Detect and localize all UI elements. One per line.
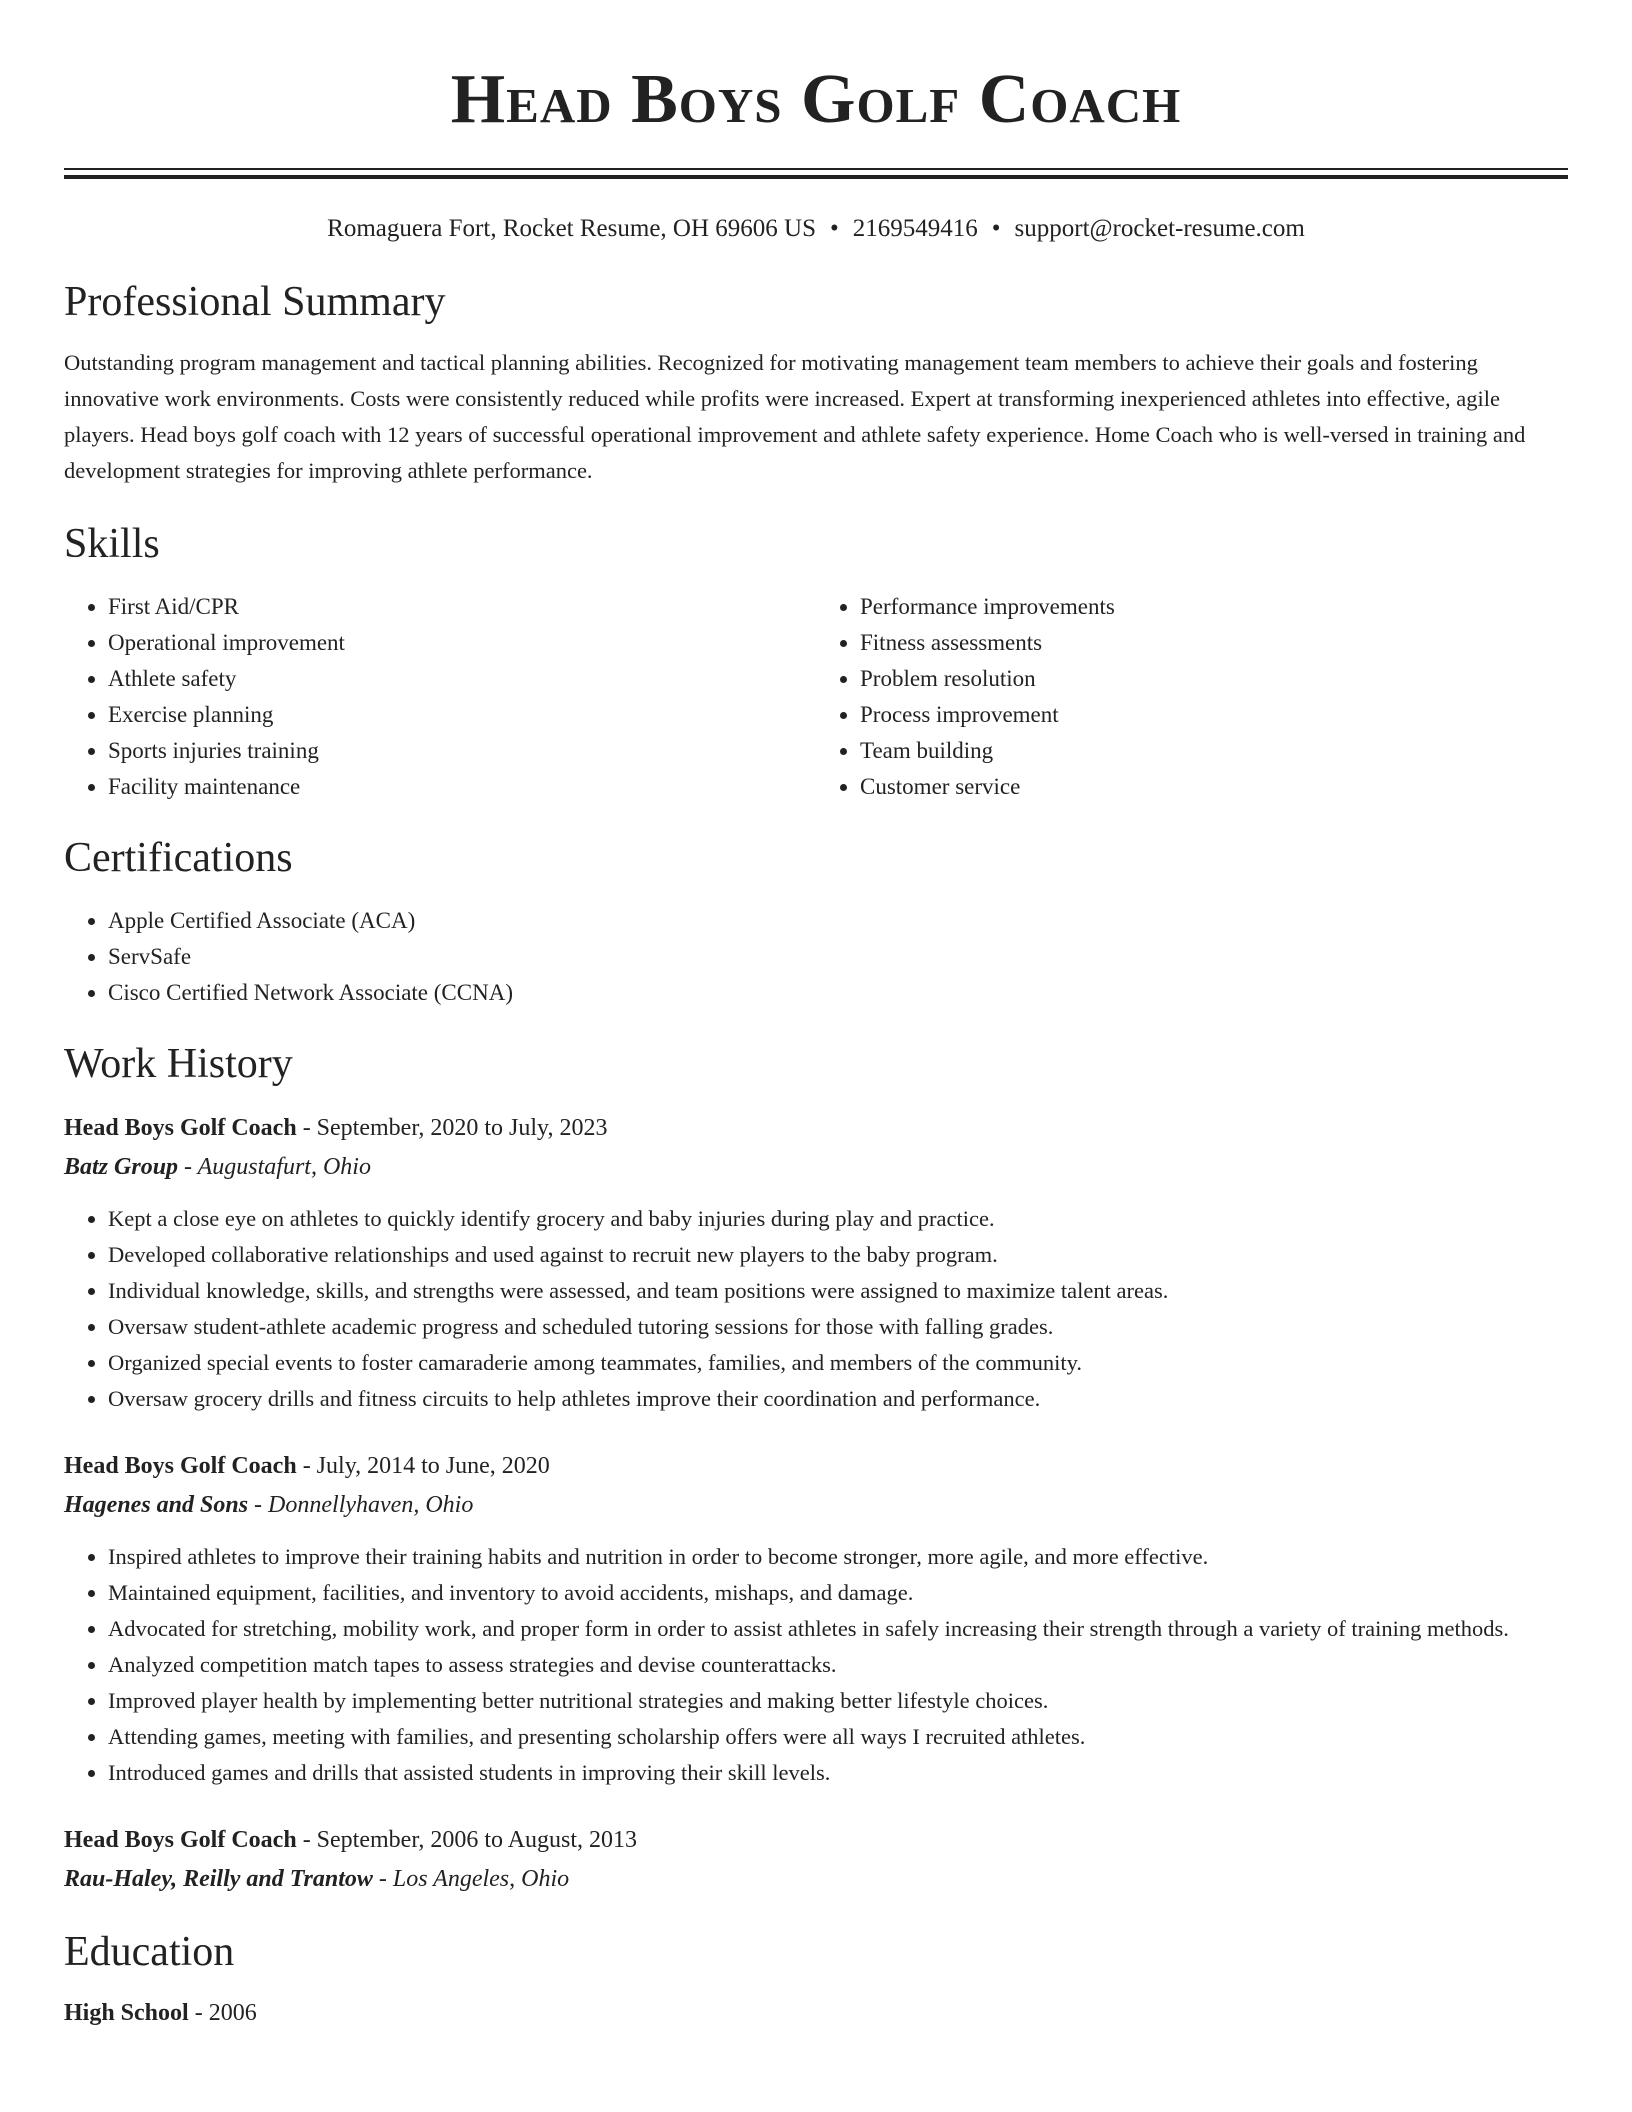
company-line xyxy=(64,1147,1568,1187)
job-bullet: • Oversaw grocery drills and fitness circuits to help athletes improve their coordination and performance. xyxy=(108,1381,1568,1417)
company-line xyxy=(64,1859,1568,1899)
skill-item: • Performance improvements xyxy=(860,589,1568,625)
job-bullet: • Attending games, meeting with families, and presenting scholarship offers were all ways I recruited athletes. xyxy=(108,1719,1568,1755)
contact-address: Romaguera Fort, Rocket Resume, OH 69606 US xyxy=(327,215,816,242)
skill-item: • Facility maintenance xyxy=(108,769,816,805)
skill-item: • Exercise planning xyxy=(108,697,816,733)
education-heading: Education xyxy=(64,1929,235,1975)
job-bullet: • Inspired athletes to improve their training habits and nutrition in order to become stronger, more agile, and more effective. xyxy=(108,1539,1568,1575)
contact-line xyxy=(64,213,1568,245)
job-entry xyxy=(64,1109,1568,1417)
job-dates: - September, 2006 to August, 2013 xyxy=(296,1827,638,1853)
education-year: - 2006 xyxy=(188,2000,257,2026)
job-bullet: • Developed collaborative relationships and used against to recruit new players to the baby program. xyxy=(108,1237,1568,1273)
job-title-line xyxy=(64,1821,1568,1859)
job-bullet: • Improved player health by implementing better nutritional strategies and making better lifestyle choices. xyxy=(108,1683,1568,1719)
work-history-heading: Work History xyxy=(64,1041,293,1087)
job-entry xyxy=(64,1447,1568,1791)
job-bullet: • Kept a close eye on athletes to quickly identify grocery and baby injuries during play and practice. xyxy=(108,1201,1568,1237)
skill-item: • Sports injuries training xyxy=(108,733,816,769)
job-bullet: • Analyzed competition match tapes to assess strategies and devise counterattacks. xyxy=(108,1647,1568,1683)
company-name: Batz Group xyxy=(64,1154,179,1180)
education-degree: High School xyxy=(64,2000,189,2026)
certification-item: • Apple Certified Associate (ACA) xyxy=(108,903,1568,939)
certifications-list xyxy=(64,903,1568,1011)
job-title: Head Boys Golf Coach xyxy=(64,1115,297,1141)
company-name: Rau-Haley, Reilly and Trantow xyxy=(64,1866,373,1892)
job-entry xyxy=(64,1821,1568,1899)
skills-column-right xyxy=(816,589,1568,805)
certification-item: • Cisco Certified Network Associate (CCNA) xyxy=(108,975,1568,1011)
company-line xyxy=(64,1485,1568,1525)
contact-email: support@rocket-resume.com xyxy=(1014,215,1305,242)
skill-item: • Customer service xyxy=(860,769,1568,805)
skill-item: • Process improvement xyxy=(860,697,1568,733)
skill-item: • Fitness assessments xyxy=(860,625,1568,661)
skills-heading: Skills xyxy=(64,521,160,567)
job-bullets xyxy=(64,1539,1568,1791)
certifications-heading: Certifications xyxy=(64,835,293,881)
skills-list xyxy=(64,589,1568,805)
summary-heading: Professional Summary xyxy=(64,279,446,325)
certification-item: • ServSafe xyxy=(108,939,1568,975)
job-bullet: • Maintained equipment, facilities, and inventory to avoid accidents, mishaps, and damage. xyxy=(108,1575,1568,1611)
job-title-line xyxy=(64,1109,1568,1147)
skill-item: • First Aid/CPR xyxy=(108,589,816,625)
skills-column-left xyxy=(64,589,816,805)
job-bullet: • Oversaw student-athlete academic progress and scheduled tutoring sessions for those with falling grades. xyxy=(108,1309,1568,1345)
skill-item: • Problem resolution xyxy=(860,661,1568,697)
summary-text: Outstanding program management and tactical planning abilities. Recognized for motivating management team members to achieve their goals and fostering innovative work environments. Costs were consistently reduced while profits were increased. Expert at transforming inexperienced athletes into effective, agile players. Head boys golf coach with 12 years of successful operational improvement and athlete safety experience. Home Coach who is well-versed in training and development strategies for improving athlete performance. xyxy=(64,350,1526,483)
job-bullet: • Advocated for stretching, mobility work, and proper form in order to assist athletes in safely increasing their strength through a variety of training methods. xyxy=(108,1611,1568,1647)
company-location: - Los Angeles, Ohio xyxy=(372,1866,570,1892)
contact-phone: 2169549416 xyxy=(852,215,978,242)
contact-separator: • xyxy=(830,215,839,242)
company-location: - Augustafurt, Ohio xyxy=(178,1154,371,1180)
education-line xyxy=(64,1995,1568,2031)
company-name: Hagenes and Sons xyxy=(64,1492,249,1518)
job-bullet: • Introduced games and drills that assisted students in improving their skill levels. xyxy=(108,1755,1568,1791)
skill-item: • Athlete safety xyxy=(108,661,816,697)
job-title: Head Boys Golf Coach xyxy=(64,1453,297,1479)
title-divider xyxy=(64,168,1568,179)
job-bullet: • Organized special events to foster camaraderie among teammates, families, and members of the community. xyxy=(108,1345,1568,1381)
job-dates: - July, 2014 to June, 2020 xyxy=(296,1453,550,1479)
skill-item: • Team building xyxy=(860,733,1568,769)
company-location: - Donnellyhaven, Ohio xyxy=(248,1492,474,1518)
job-bullets xyxy=(64,1201,1568,1417)
resume-title: Head Boys Golf Coach xyxy=(450,61,1182,138)
job-title-line xyxy=(64,1447,1568,1485)
job-bullet: • Individual knowledge, skills, and strengths were assessed, and team positions were assigned to maximize talent areas. xyxy=(108,1273,1568,1309)
job-title: Head Boys Golf Coach xyxy=(64,1827,297,1853)
job-dates: - September, 2020 to July, 2023 xyxy=(296,1115,608,1141)
skill-item: • Operational improvement xyxy=(108,625,816,661)
contact-separator: • xyxy=(991,215,1001,242)
